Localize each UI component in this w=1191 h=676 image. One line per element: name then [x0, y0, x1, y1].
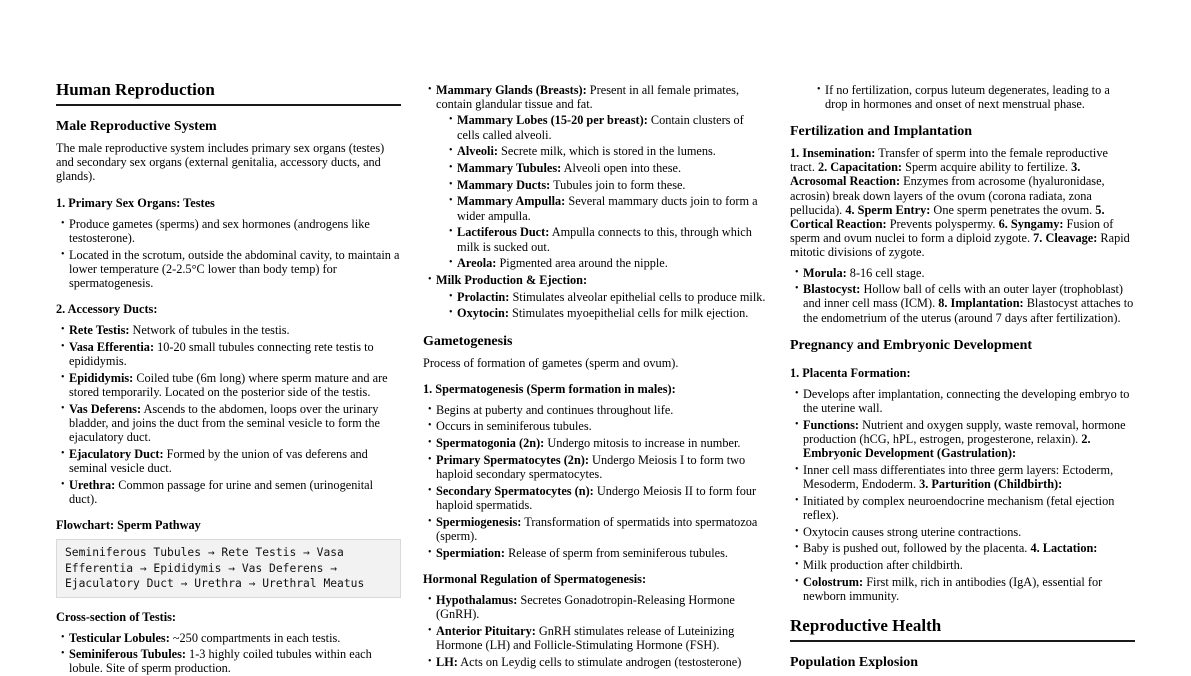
h1-heading: Reproductive Health	[790, 616, 1135, 642]
list-item-text: Ejaculatory Duct: Formed by the union of vas deferens and seminal vesicle duct.	[69, 446, 368, 475]
bullet-list	[56, 323, 401, 506]
nested-bullet-list	[436, 290, 768, 321]
list-item	[62, 217, 401, 245]
paragraph: The male reproductive system includes primary sex organs (testes) and secondary sex organs (external genitalia, accessory ducts, and glands).	[56, 141, 385, 184]
nested-list-item	[450, 306, 768, 320]
nested-list-item-text: Mammary Ampulla: Several mammary ducts join to form a wider ampulla.	[457, 194, 758, 223]
list-item	[429, 546, 768, 560]
list-item-text: Spermiogenesis: Transformation of spermatids into spermatozoa (sperm).	[436, 514, 758, 543]
bullet-list	[423, 593, 768, 669]
list-item	[429, 419, 768, 433]
list-item	[62, 631, 401, 645]
list-item	[62, 447, 401, 475]
h2-heading: Gametogenesis	[423, 333, 513, 349]
nested-list-item-text: Oxytocin: Stimulates myoepithelial cells for milk ejection.	[457, 306, 749, 321]
bullet-list	[790, 387, 1135, 603]
list-item	[796, 525, 1135, 539]
list-item	[818, 83, 1135, 111]
paragraph: Process of formation of gametes (sperm and ovum).	[423, 355, 679, 370]
list-item-text: Vas Deferens: Ascends to the abdomen, loops over the urinary bladder, and joins the duct from the seminal vesicle to form the ejaculatory duct.	[69, 401, 380, 445]
h2-heading: Population Explosion	[790, 655, 918, 671]
list-item-text: Milk Production & Ejection:	[436, 272, 588, 287]
list-item-text: Rete Testis: Network of tubules in the testis.	[69, 323, 290, 338]
list-item-text: Epididymis: Coiled tube (6m long) where sperm mature and are stored temporarily. Located on the posterior side of the testis.	[69, 370, 388, 399]
nested-list-item-text: Mammary Ducts: Tubules join to form these.	[457, 177, 686, 192]
nested-list-item-text: Areola: Pigmented area around the nipple.	[457, 256, 668, 271]
nested-list-item	[450, 178, 768, 192]
list-item	[62, 340, 401, 368]
list-item-text: Mammary Glands (Breasts): Present in all female primates, contain glandular tissue and fat.	[436, 82, 740, 111]
nested-list-item-text: Alveoli: Secrete milk, which is stored in the lumens.	[457, 144, 716, 159]
nested-list-item	[450, 256, 768, 270]
nested-list-item	[450, 225, 768, 253]
nested-list-item	[450, 144, 768, 158]
list-item	[796, 282, 1135, 325]
list-item	[429, 83, 768, 271]
h3-heading: 2. Accessory Ducts:	[56, 302, 158, 317]
list-item	[429, 403, 768, 417]
list-item-text: Baby is pushed out, followed by the placenta. 4. Lactation:	[803, 541, 1098, 556]
column-1	[56, 80, 401, 676]
list-item	[429, 453, 768, 481]
nested-list-item	[450, 113, 768, 141]
h3-heading: 1. Placenta Formation:	[790, 365, 911, 380]
list-item-text: Inner cell mass differentiates into three germ layers: Ectoderm, Mesoderm, Endoderm. 3. Parturition (Childbirth):	[803, 462, 1114, 492]
list-item-text: Produce gametes (sperms) and sex hormones (androgens like testosterone).	[69, 216, 370, 245]
nested-list-item-text: Mammary Lobes (15-20 per breast): Contain clusters of cells called alveoli.	[457, 113, 744, 142]
list-item	[796, 558, 1135, 572]
list-item-text: Hypothalamus: Secretes Gonadotropin-Releasing Hormone (GnRH).	[436, 592, 735, 621]
bullet-list	[790, 266, 1135, 325]
list-item	[62, 402, 401, 445]
list-item-text: Occurs in seminiferous tubules.	[436, 419, 592, 434]
list-item-text: Morula: 8-16 cell stage.	[803, 265, 925, 280]
list-item	[429, 593, 768, 621]
nested-list-item-text: Prolactin: Stimulates alveolar epithelial cells to produce milk.	[457, 289, 766, 304]
list-item-text: Begins at puberty and continues throughout life.	[436, 402, 674, 417]
list-item-text: Located in the scrotum, outside the abdominal cavity, to maintain a lower temperature (2-2.5°C lower than body temp) for spermatogenesis.	[69, 247, 400, 290]
nested-list-item	[450, 194, 768, 222]
list-item	[796, 575, 1135, 603]
list-item-text: Spermatogonia (2n): Undergo mitosis to increase in number.	[436, 436, 741, 451]
list-item-text: Blastocyst: Hollow ball of cells with an outer layer (trophoblast) and inner cell mass (ICM). 8. Implantation: Blastocyst attaches to the endometrium of the uterus (around 7 days after fertilization).	[803, 282, 1134, 325]
list-item-text: Milk production after childbirth.	[803, 558, 963, 573]
paragraph: 1. Insemination: Transfer of sperm into the female reproductive tract. 2. Capacitation: Sperm acquire ability to fertilize. 3. Acrosomal Reaction: Enzymes from acrosome (hyaluronidase, acrosin) break down layers of the ovum (corona radiata, zona pellucida). 4. Sperm Entry: One sperm penetrates the ovum. 5. Cortical Reaction: Prevents polyspermy. 6. Syngamy: Fusion of sperm and ovum nuclei to form a diploid zygote. 7. Cleavage: Rapid mitotic divisions of zygote.	[790, 145, 1130, 260]
list-item-text: Primary Spermatocytes (2n): Undergo Meiosis I to form two haploid secondary spermatocytes.	[436, 452, 746, 482]
list-item-text: If no fertilization, corpus luteum degenerates, leading to a drop in hormones and onset of next menstrual phase.	[825, 82, 1110, 111]
list-item	[429, 624, 768, 652]
list-item	[796, 494, 1135, 522]
column-2	[423, 80, 768, 669]
list-item	[429, 484, 768, 512]
list-item-text: Colostrum: First milk, rich in antibodies (IgA), essential for newborn immunity.	[803, 574, 1103, 603]
list-item	[796, 463, 1135, 491]
list-item	[62, 323, 401, 337]
list-item	[796, 418, 1135, 461]
list-item-text: Anterior Pituitary: GnRH stimulates release of Luteinizing Hormone (LH) and Follicle-Stimulating Hormone (FSH).	[436, 623, 735, 652]
nested-list-item	[450, 290, 768, 304]
list-item	[796, 266, 1135, 280]
code-block: Seminiferous Tubules → Rete Testis → Vasa Efferentia → Epididymis → Vas Deferens → Ejaculatory Duct → Urethra → Urethral Meatus	[56, 539, 401, 598]
h3-heading: 1. Spermatogenesis (Sperm formation in males):	[423, 381, 676, 396]
list-item	[62, 478, 401, 506]
nested-list-item-text: Mammary Tubules: Alveoli open into these.	[457, 161, 682, 176]
list-item	[429, 515, 768, 543]
bullet-list	[56, 217, 401, 291]
list-item-text: Develops after implantation, connecting the developing embryo to the uterine wall.	[803, 386, 1130, 416]
h2-heading: Fertilization and Implantation	[790, 123, 973, 139]
bullet-list	[812, 83, 1135, 111]
column-3	[790, 80, 1135, 671]
h1-heading: Human Reproduction	[56, 80, 401, 106]
list-item	[429, 436, 768, 450]
h3-heading: 1. Primary Sex Organs: Testes	[56, 195, 215, 210]
bullet-list	[423, 403, 768, 560]
list-item	[429, 273, 768, 321]
list-item-text: Seminiferous Tubules: 1-3 highly coiled tubules within each lobule. Site of sperm production.	[69, 647, 372, 676]
list-item	[796, 541, 1135, 555]
list-item-text: Spermiation: Release of sperm from seminiferous tubules.	[436, 545, 728, 560]
h3-heading: Hormonal Regulation of Spermatogenesis:	[423, 571, 647, 586]
list-item-text: Secondary Spermatocytes (n): Undergo Meiosis II to form four haploid spermatids.	[436, 483, 757, 512]
list-item-text: Initiated by complex neuroendocrine mechanism (fetal ejection reflex).	[803, 493, 1115, 522]
h2-heading: Pregnancy and Embryonic Development	[790, 337, 1033, 353]
nested-bullet-list	[436, 113, 768, 270]
bullet-list	[423, 83, 768, 321]
h3-heading: Cross-section of Testis:	[56, 609, 177, 624]
list-item	[62, 371, 401, 399]
list-item-text: LH: Acts on Leydig cells to stimulate androgen (testosterone)	[436, 654, 742, 669]
list-item	[429, 655, 768, 669]
list-item	[62, 647, 401, 675]
list-item	[62, 248, 401, 291]
list-item-text: Urethra: Common passage for urine and semen (urinogenital duct).	[69, 477, 374, 506]
h3-heading: Flowchart: Sperm Pathway	[56, 518, 201, 533]
bullet-list	[56, 631, 401, 676]
list-item	[796, 387, 1135, 415]
list-item-text: Vasa Efferentia: 10-20 small tubules connecting rete testis to epididymis.	[69, 339, 374, 369]
nested-list-item-text: Lactiferous Duct: Ampulla connects to this, through which milk is sucked out.	[457, 225, 752, 254]
list-item-text: Oxytocin causes strong uterine contractions.	[803, 524, 1022, 539]
list-item-text: Functions: Nutrient and oxygen supply, waste removal, hormone production (hCG, hPL, estrogen, progesterone, relaxin). 2. Embryonic Development (Gastrulation):	[803, 417, 1126, 461]
nested-list-item	[450, 161, 768, 175]
list-item-text: Testicular Lobules: ~250 compartments in each testis.	[69, 630, 341, 645]
h2-heading: Male Reproductive System	[56, 119, 217, 134]
